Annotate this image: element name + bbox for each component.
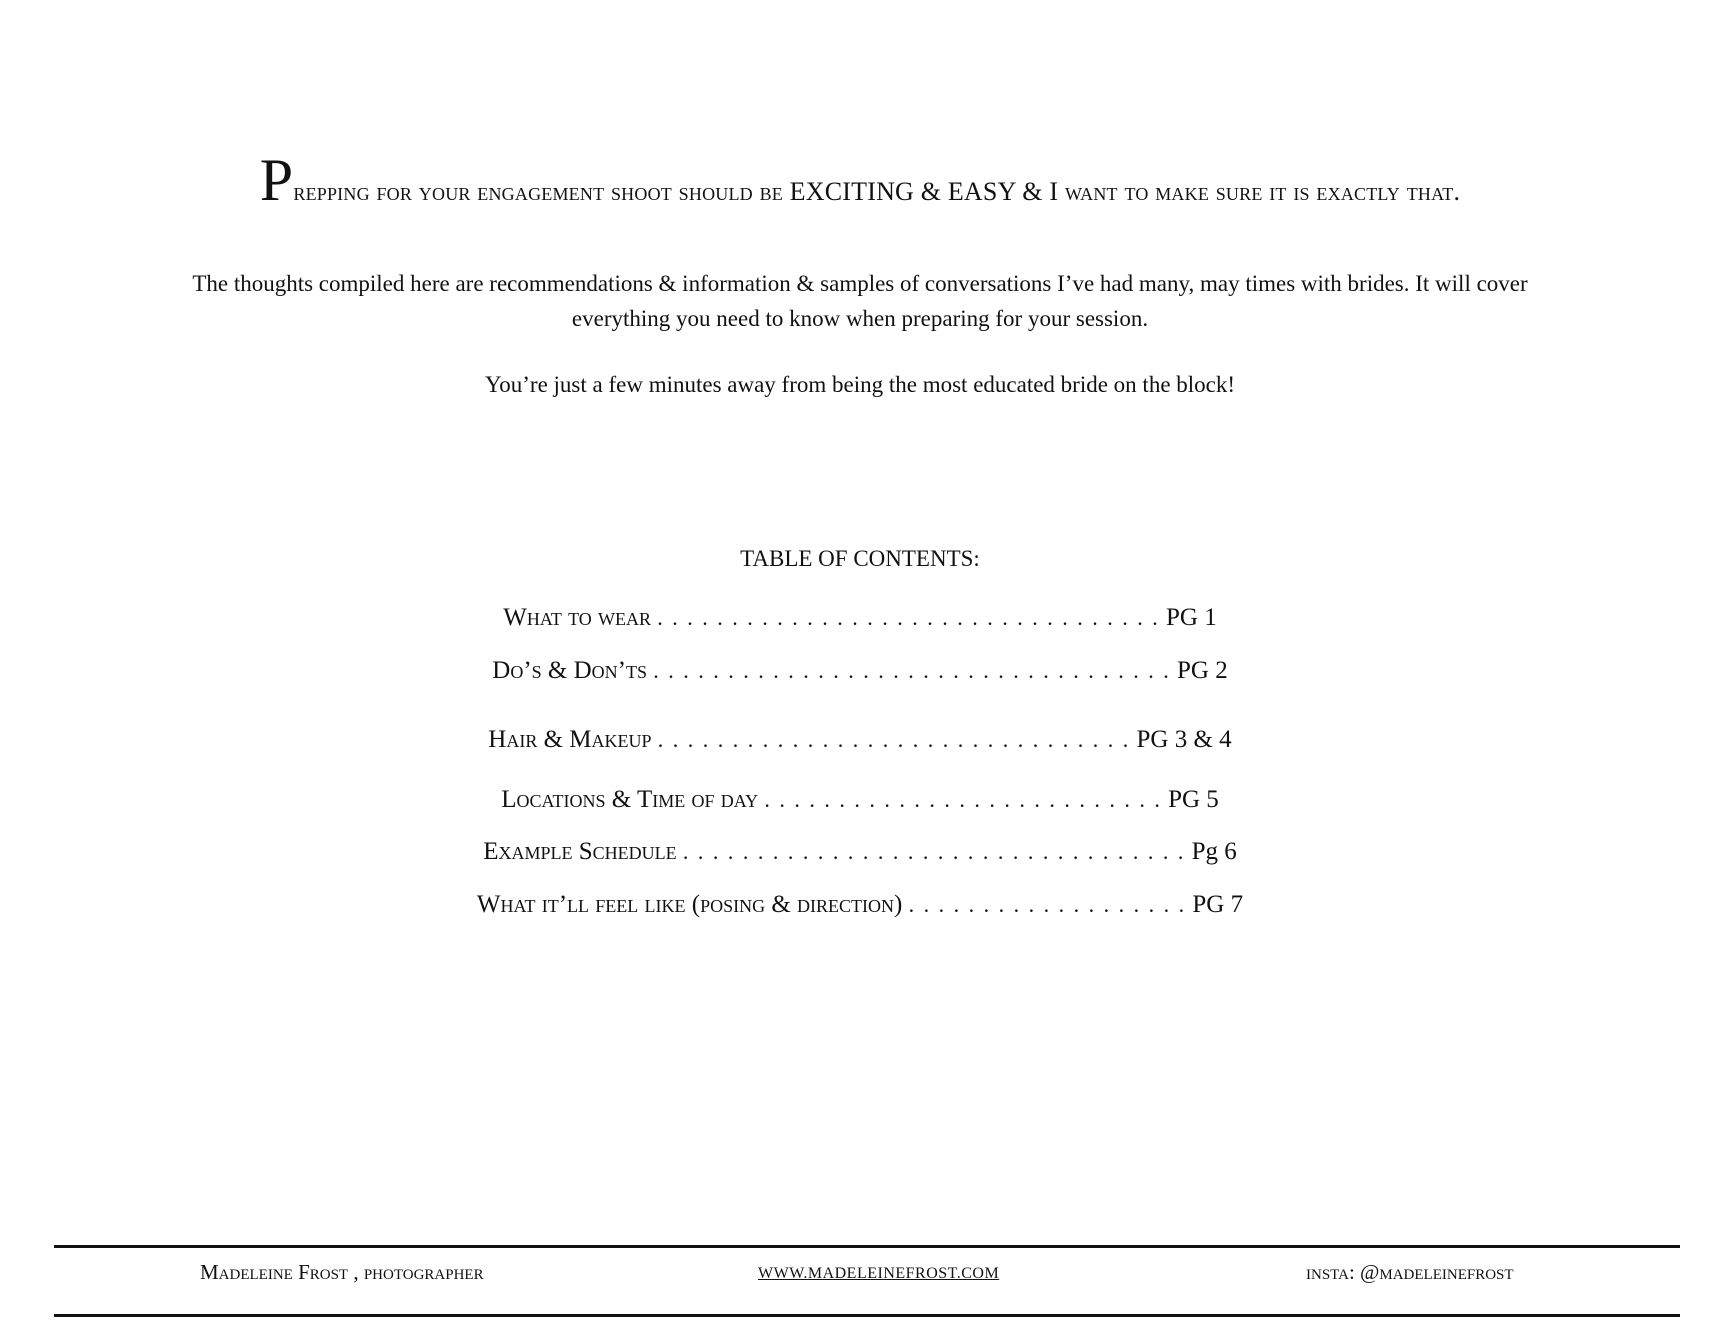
toc-item-label: What it’ll feel like (posing & direction) xyxy=(476,891,903,918)
toc-item-label: Hair & Makeup xyxy=(488,726,652,753)
toc-item-label: What to wear xyxy=(503,604,652,631)
toc-item-page: PG 1 xyxy=(1166,604,1217,631)
toc-item xyxy=(0,891,1720,919)
headline-text: repping for your engagement shoot should be EXCITING & EASY & I want to make sure it is exactly that. xyxy=(293,177,1461,206)
toc-title: TABLE OF CONTENTS: xyxy=(740,546,980,571)
footer-photographer-name: Madeleine Frost , photographer xyxy=(200,1260,484,1284)
toc-leader-dots: . . . . . . . . . . . . . . . . . . . . . . . . . . . xyxy=(764,787,1162,812)
toc-item-page: Pg 6 xyxy=(1191,838,1237,865)
toc-item xyxy=(0,786,1720,814)
toc-leader-dots: . . . . . . . . . . . . . . . . . . . . . . . . . . . . . . . . . . xyxy=(657,605,1160,630)
toc-item xyxy=(0,726,1720,754)
toc-item-page: PG 3 & 4 xyxy=(1136,726,1232,753)
headline-drop-cap: P xyxy=(259,147,294,213)
toc-item-label: Example Schedule xyxy=(483,838,677,865)
footer-website-link[interactable]: WWW.MADELEINEFROST.COM xyxy=(758,1265,1000,1282)
intro-tagline: You’re just a few minutes away from being the most educated bride on the block! xyxy=(484,372,1236,397)
footer-bottom-rule xyxy=(54,1314,1680,1317)
toc-item xyxy=(0,657,1720,685)
intro-headline xyxy=(0,147,1720,213)
footer-top-rule xyxy=(54,1245,1680,1248)
toc-leader-dots: . . . . . . . . . . . . . . . . . . . . . . . . . . . . . . . . . . . xyxy=(653,658,1171,683)
toc-item-page: PG 2 xyxy=(1177,657,1228,684)
toc-item xyxy=(0,604,1720,632)
toc-item-label: Do’s & Don’ts xyxy=(492,657,647,684)
toc-item-page: PG 7 xyxy=(1192,891,1244,918)
toc-leader-dots: . . . . . . . . . . . . . . . . . . . . . . . . . . . . . . . . xyxy=(657,727,1131,752)
intro-paragraph: The thoughts compiled here are recommendations & information & samples of conversations I’ve had many, may times with brides. It will cover everything you need to know when preparing for your session. xyxy=(192,271,1528,331)
toc-item-page: PG 5 xyxy=(1168,786,1219,813)
toc-leader-dots: . . . . . . . . . . . . . . . . . . . xyxy=(908,892,1187,917)
toc-leader-dots: . . . . . . . . . . . . . . . . . . . . . . . . . . . . . . . . . . xyxy=(682,839,1186,864)
footer-instagram-handle[interactable]: insta: @madeleinefrost xyxy=(1306,1260,1514,1284)
toc-item xyxy=(0,838,1720,866)
toc-item-label: Locations & Time of day xyxy=(501,786,759,813)
